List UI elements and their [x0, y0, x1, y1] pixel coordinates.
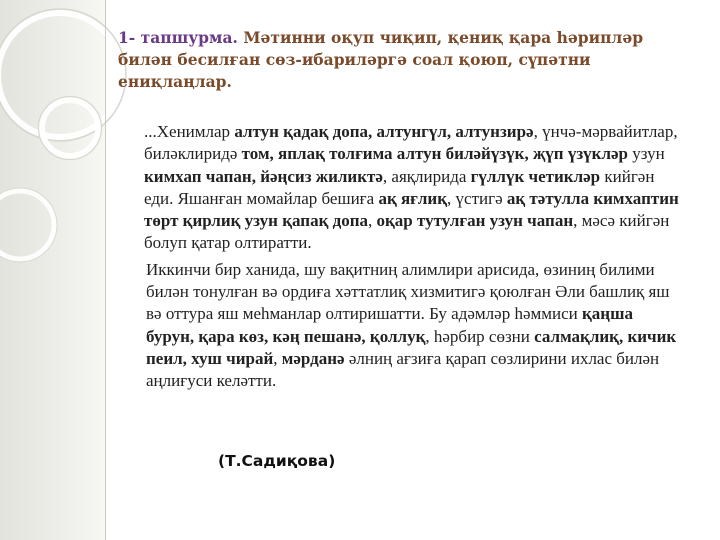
p2-text: әлниң ағзиға қарап сөзлирини ихлас билән аңлиғуси келәтти. [146, 348, 660, 391]
text-body [130, 121, 685, 393]
p1-text: , аяқлирида [382, 166, 471, 186]
p2-bold: мәрданә [281, 348, 345, 368]
p1-text: , үнчә-мәрвайитлар, биләклиридә [144, 122, 678, 164]
p1-text: , үстигә [447, 188, 507, 208]
task-instruction: Мәтинни оқуп чиқип, қениқ қара һәрипләр билән бесилған сөз-ибариләргә соал қоюп, сүпәтни ениқлаңлар. [118, 28, 644, 91]
decor-ring-large [0, 13, 122, 137]
paragraph-2 [130, 259, 685, 393]
divider-line [105, 0, 106, 540]
p2-text: , [273, 348, 282, 368]
p1-text: ...Хенимлар [144, 122, 235, 141]
p1-bold: оқар тутулған узун чапан [376, 211, 574, 231]
decor-ring-bottom-shadow [0, 188, 57, 262]
p1-bold: ақ яғлиқ [378, 188, 448, 208]
p1-text: , мәсә кийгән болуп қатар олтиратти. [144, 211, 670, 253]
p2-text: , һәрбир сөзни [425, 326, 535, 346]
p2-bold: қаңша бурун, қара көз, кәң пешанә, қоллуқ [146, 304, 633, 346]
p1-bold: ақ тәтулла кимхаптин төрт қирлиқ узун қапақ допа [144, 188, 679, 231]
paragraph-1 [130, 121, 685, 255]
p1-text: кийгән еди. Яшанған момайлар бешиға [144, 166, 655, 208]
p1-bold: гүллүк четикләр [470, 166, 601, 186]
p1-bold: алтун қадақ допа, алтунгүл, алтунзирә [234, 122, 534, 141]
p2-bold: салмақлиқ, кичик пеил, хуш чирай [146, 326, 677, 368]
author-attribution: (Т.Садиқова) [218, 452, 336, 470]
task-number: 1- тапшурма. [118, 28, 238, 47]
p2-text: Иккинчи бир ханида, шу вақитниң алимлири арисида, өзиниң билими билән тонулған вә ордиға хәттатлиқ хизмитигә қоюлған Әли башлиқ яш вә оттура яш меһманлар олтиришатти. Бу адәмләр һәммиси [146, 259, 670, 324]
p1-bold: кимхап чапан, йәңсиз жиликтә [144, 166, 383, 186]
p1-bold: том, яплақ толғима алтун биләйүзүк, җүп үзүкләр [241, 144, 628, 164]
p1-text: , [368, 211, 377, 231]
task-heading [118, 27, 678, 93]
decor-ring-bottom [0, 191, 54, 259]
p1-text: узун [628, 144, 665, 164]
